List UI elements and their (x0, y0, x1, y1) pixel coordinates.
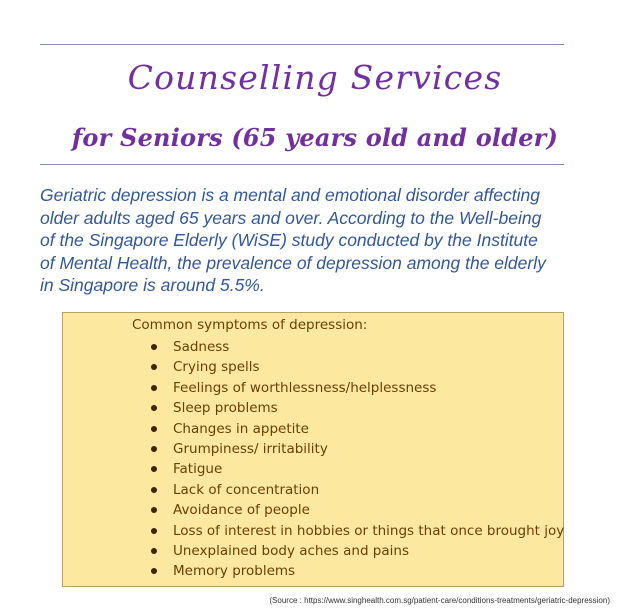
symptom-label: Fatigue (173, 461, 223, 478)
symptom-label: Memory problems (173, 563, 296, 580)
symptom-item (147, 357, 564, 377)
symptom-label: Grumpiness/ irritability (173, 440, 328, 457)
symptom-label: Sadness (173, 339, 230, 355)
intro-line: of the Singapore Elderly (WiSE) study conducted by the Institute (40, 230, 538, 250)
intro-line: older adults aged 65 years and over. According to the Well-being (40, 207, 542, 228)
title-divider (40, 164, 564, 165)
page-title: Counselling Services (127, 58, 503, 97)
bullet-icon (151, 487, 157, 493)
intro-line: Geriatric depression is a mental and emotional disorder affecting (40, 185, 540, 205)
intro-paragraph (40, 184, 570, 297)
intro-line: of Mental Health, the prevalence of depression among the elderly (40, 252, 546, 273)
symptom-label: Lack of concentration (173, 481, 320, 498)
bullet-icon (151, 466, 157, 472)
symptom-item (147, 521, 564, 541)
symptom-item (147, 419, 564, 439)
symptom-item (147, 561, 564, 581)
symptom-item (147, 500, 564, 520)
symptom-item (147, 480, 564, 500)
symptoms-heading: Common symptoms of depression: (132, 317, 368, 333)
symptoms-list (147, 337, 564, 582)
bullet-icon (151, 446, 157, 452)
symptom-item (147, 459, 564, 479)
top-divider (40, 44, 564, 45)
bullet-icon (151, 528, 157, 534)
symptom-label: Crying spells (173, 359, 260, 376)
page-subtitle: for Seniors (65 years old and older) (71, 123, 559, 152)
symptom-label: Changes in appetite (173, 420, 309, 437)
source-citation: (Source : https://www.singhealth.com.sg/patient-care/conditions-treatments/geriatric-depression) (269, 596, 610, 605)
symptom-item (147, 337, 564, 357)
symptoms-box (62, 312, 564, 587)
intro-line: in Singapore is around 5.5%. (40, 275, 265, 295)
bullet-icon (151, 507, 157, 513)
symptom-label: Sleep problems (173, 400, 278, 417)
symptom-label: Unexplained body aches and pains (173, 542, 409, 559)
bullet-icon (151, 426, 157, 432)
symptom-item (147, 378, 564, 398)
symptom-label: Loss of interest in hobbies or things that once brought joy (173, 522, 565, 539)
symptom-item (147, 541, 564, 561)
symptom-label: Avoidance of people (173, 502, 310, 519)
symptom-label: Feelings of worthlessness/helplessness (173, 379, 437, 396)
bullet-icon (151, 548, 157, 554)
bullet-icon (151, 344, 157, 350)
symptom-item (147, 439, 564, 459)
symptom-item (147, 398, 564, 418)
bullet-icon (151, 385, 157, 391)
bullet-icon (151, 568, 157, 574)
bullet-icon (151, 364, 157, 370)
bullet-icon (151, 405, 157, 411)
